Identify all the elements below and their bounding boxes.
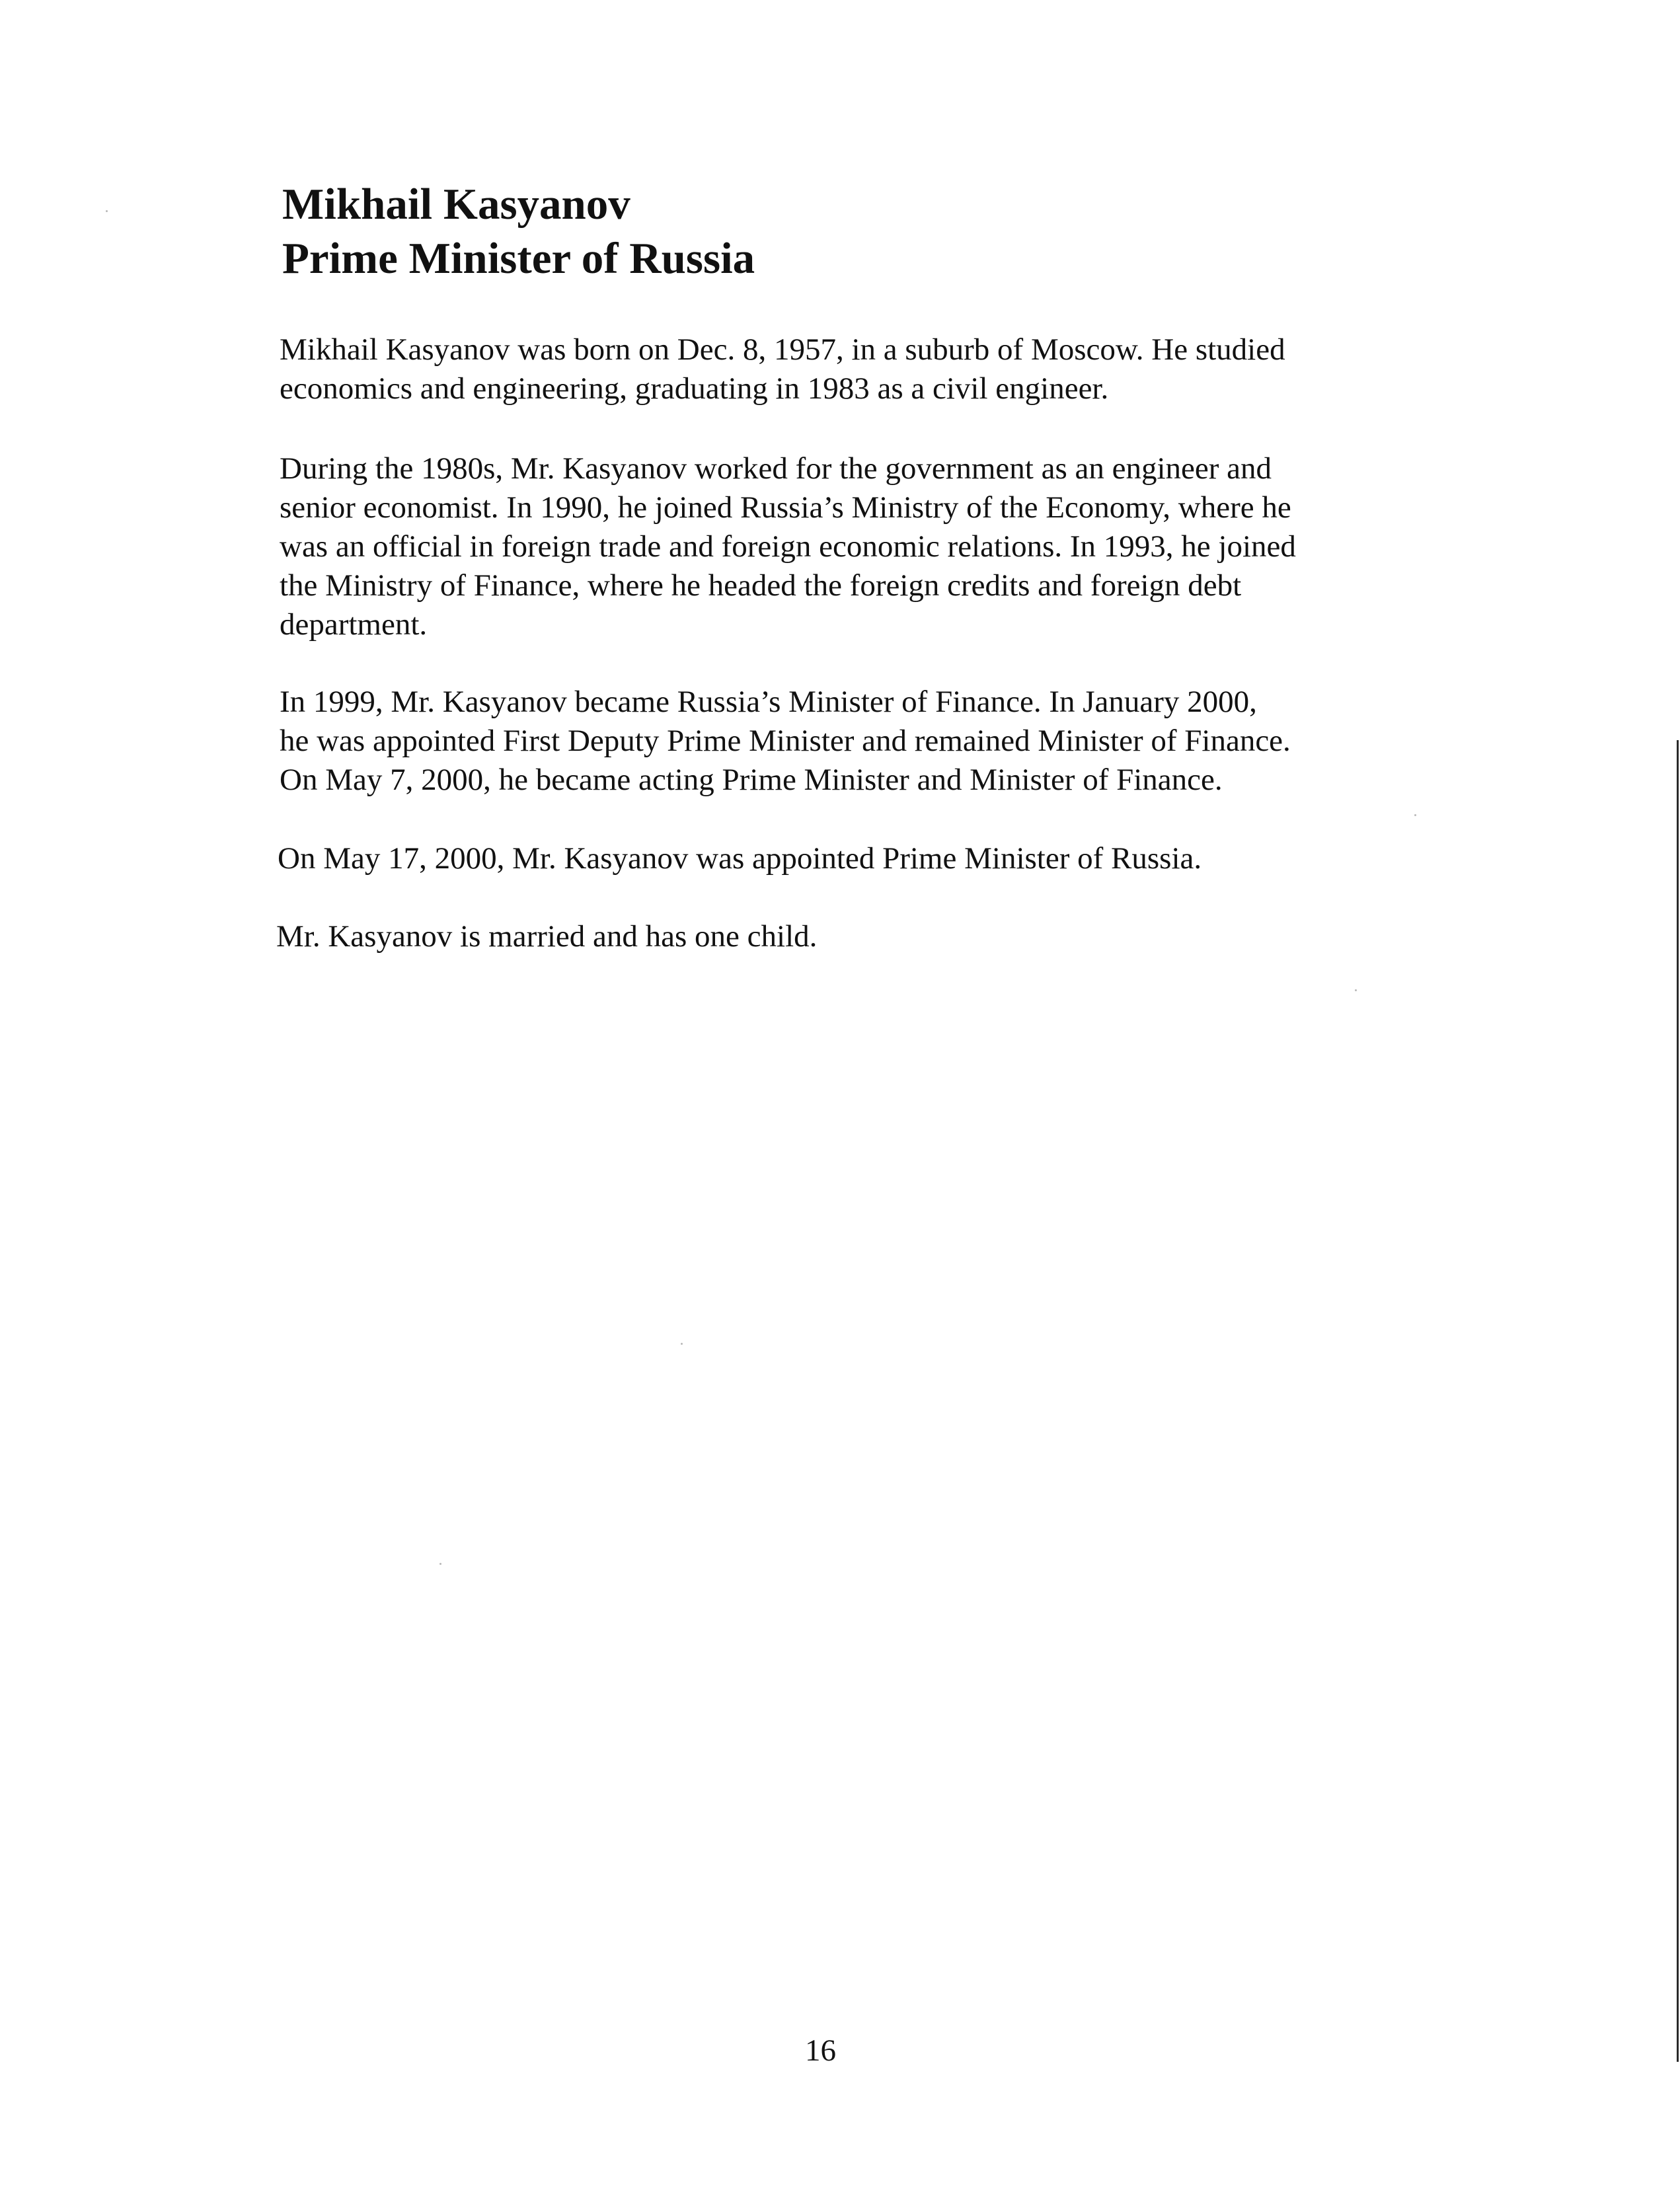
paragraph-family: Mr. Kasyanov is married and has one child. bbox=[276, 919, 818, 954]
heading-title: Prime Minister of Russia bbox=[282, 234, 755, 283]
scan-speck bbox=[681, 1343, 683, 1345]
paragraph-birth-education: Mikhail Kasyanov was born on Dec. 8, 1957, in a suburb of Moscow. He studied economics and engineering, graduating in 1983 as a civil engineer. bbox=[280, 332, 1285, 406]
scan-edge-line bbox=[1677, 740, 1679, 2062]
heading-name: Mikhail Kasyanov bbox=[282, 180, 630, 229]
scan-speck bbox=[439, 1563, 441, 1565]
page-number: 16 bbox=[805, 2033, 836, 2068]
scan-speck bbox=[106, 210, 108, 212]
paragraph-career-1980s-1990s: During the 1980s, Mr. Kasyanov worked for the government as an engineer and senior economist. In 1990, he joined Russia’s Ministry of the Economy, where he was an official in foreign trade and foreign economic relations. In 1993, he joined the Ministry of Finance, where he headed the foreign credits and foreign debt department. bbox=[280, 451, 1296, 642]
paragraph-minister-of-finance: In 1999, Mr. Kasyanov became Russia’s Minister of Finance. In January 2000, he was appointed First Deputy Prime Minister and remained Minister of Finance. On May 7, 2000, he became acting Prime Minister and Minister of Finance. bbox=[280, 685, 1291, 797]
scan-speck bbox=[1355, 989, 1357, 991]
page-heading bbox=[282, 177, 755, 285]
scan-speck bbox=[1414, 814, 1416, 816]
paragraph-prime-minister-appointment: On May 17, 2000, Mr. Kasyanov was appointed Prime Minister of Russia. bbox=[278, 841, 1202, 876]
